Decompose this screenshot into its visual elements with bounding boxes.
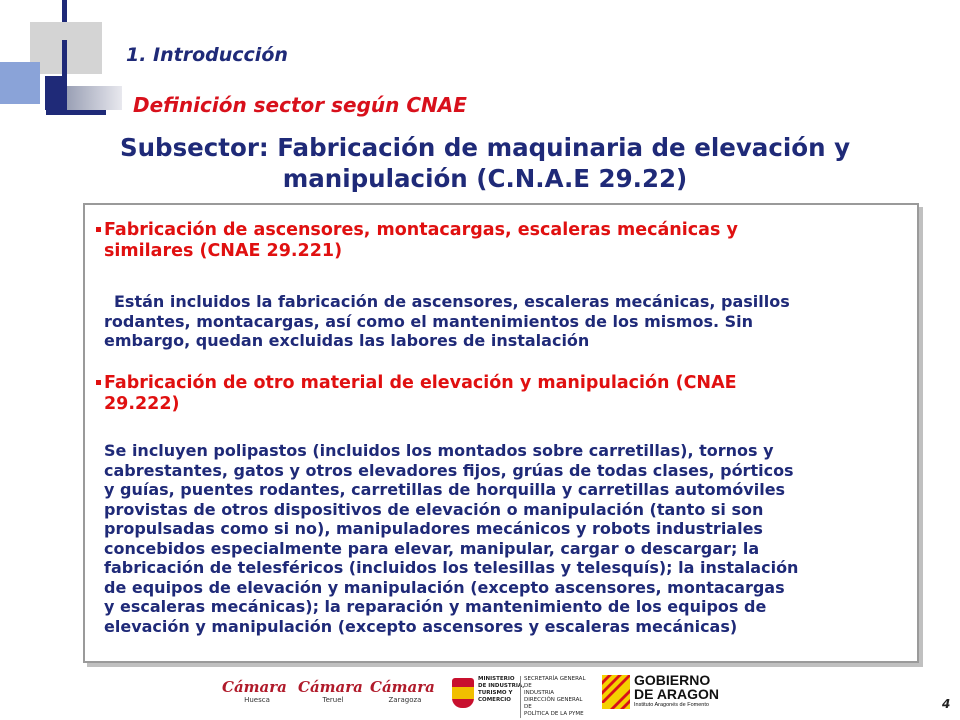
paragraph-line: y guías, puentes rodantes, carretillas de horquilla y carretillas automóviles: [104, 480, 786, 499]
bullet-line: 29.222): [104, 394, 180, 414]
bullet-square-icon: [96, 380, 101, 385]
paragraph-line: concebidos especialmente para elevar, manipular, cargar o descargar; la: [104, 538, 760, 558]
paragraph-line: cabrestantes, gatos y otros elevadores fijos, grúas de todas clases, pórticos: [104, 460, 794, 480]
paragraph-line: Están incluidos la fabricación de ascensores, escaleras mecánicas, pasillos: [114, 292, 790, 311]
bullet-line: Fabricación de otro material de elevación y manipulación (CNAE: [104, 373, 737, 393]
gobierno-aragon-logo: [602, 673, 742, 713]
title-line-2: manipulación (C.N.A.E 29.22): [282, 164, 688, 193]
paragraph-29222: [104, 441, 798, 636]
paragraph-29221: [104, 292, 790, 351]
bullet-line: similares (CNAE 29.221): [104, 241, 343, 261]
title-line-1: Subsector: Fabricación de maquinaria de elevación y: [119, 133, 851, 162]
paragraph-line: embargo, quedan excluidas las labores de instalación: [104, 331, 590, 350]
bullet-square-icon: [96, 227, 101, 232]
gobierno-line-1: GOBIERNO: [634, 672, 711, 688]
corner-decoration: [0, 0, 140, 125]
paragraph-line: Se incluyen polipastos (incluidos los montados sobre carretillas), tornos y: [104, 441, 774, 460]
paragraph-line: fabricación de telesféricos (incluidos los telesillas y telesquís); la instalación: [104, 558, 799, 577]
camara-huesca-logo: Cámara Huesca: [222, 678, 287, 704]
camara-teruel-logo: Cámara Teruel: [298, 678, 363, 704]
gobierno-subtitle: Instituto Aragonés de Fomento: [634, 702, 709, 708]
paragraph-line: rodantes, montacargas, así como el mantenimientos de los mismos. Sin: [104, 311, 754, 331]
ministerio-industria-logo: MINISTERIO DE INDUSTRIA, TURISMO Y COMERCIO SECRETARÍA GENERAL DE INDUSTRIA DIRECCIÓN GENERAL DE POLÍTICA DE LA PYME: [452, 676, 587, 712]
definition-heading: Definición sector según CNAE: [133, 93, 467, 117]
paragraph-line: de equipos de elevación y manipulación (excepto ascensores, montacargas: [104, 577, 785, 597]
page-number: 4: [942, 697, 951, 711]
bullet-line: Fabricación de ascensores, montacargas, escaleras mecánicas y: [104, 220, 738, 240]
slide-title: [60, 132, 910, 194]
aragon-flag-icon: [602, 675, 630, 709]
paragraph-line: provistas de otros dispositivos de elevación o manipulación (tanto si son: [104, 499, 764, 519]
bullet-subsector-29222: [96, 373, 737, 415]
paragraph-line: y escaleras mecánicas); la reparación y mantenimiento de los equipos de: [104, 597, 767, 616]
section-heading: 1. Introducción: [126, 44, 288, 66]
camara-zaragoza-logo: Cámara Zaragoza: [370, 678, 435, 704]
paragraph-line: propulsadas como si no), manipuladores mecánicos y robots industriales: [104, 519, 763, 538]
paragraph-line: elevación y manipulación (excepto ascensores y escaleras mecánicas): [104, 616, 738, 636]
gobierno-line-2: DE ARAGON: [634, 686, 720, 702]
spain-coat-of-arms-icon: [452, 678, 474, 708]
bullet-subsector-29221: [96, 220, 738, 262]
